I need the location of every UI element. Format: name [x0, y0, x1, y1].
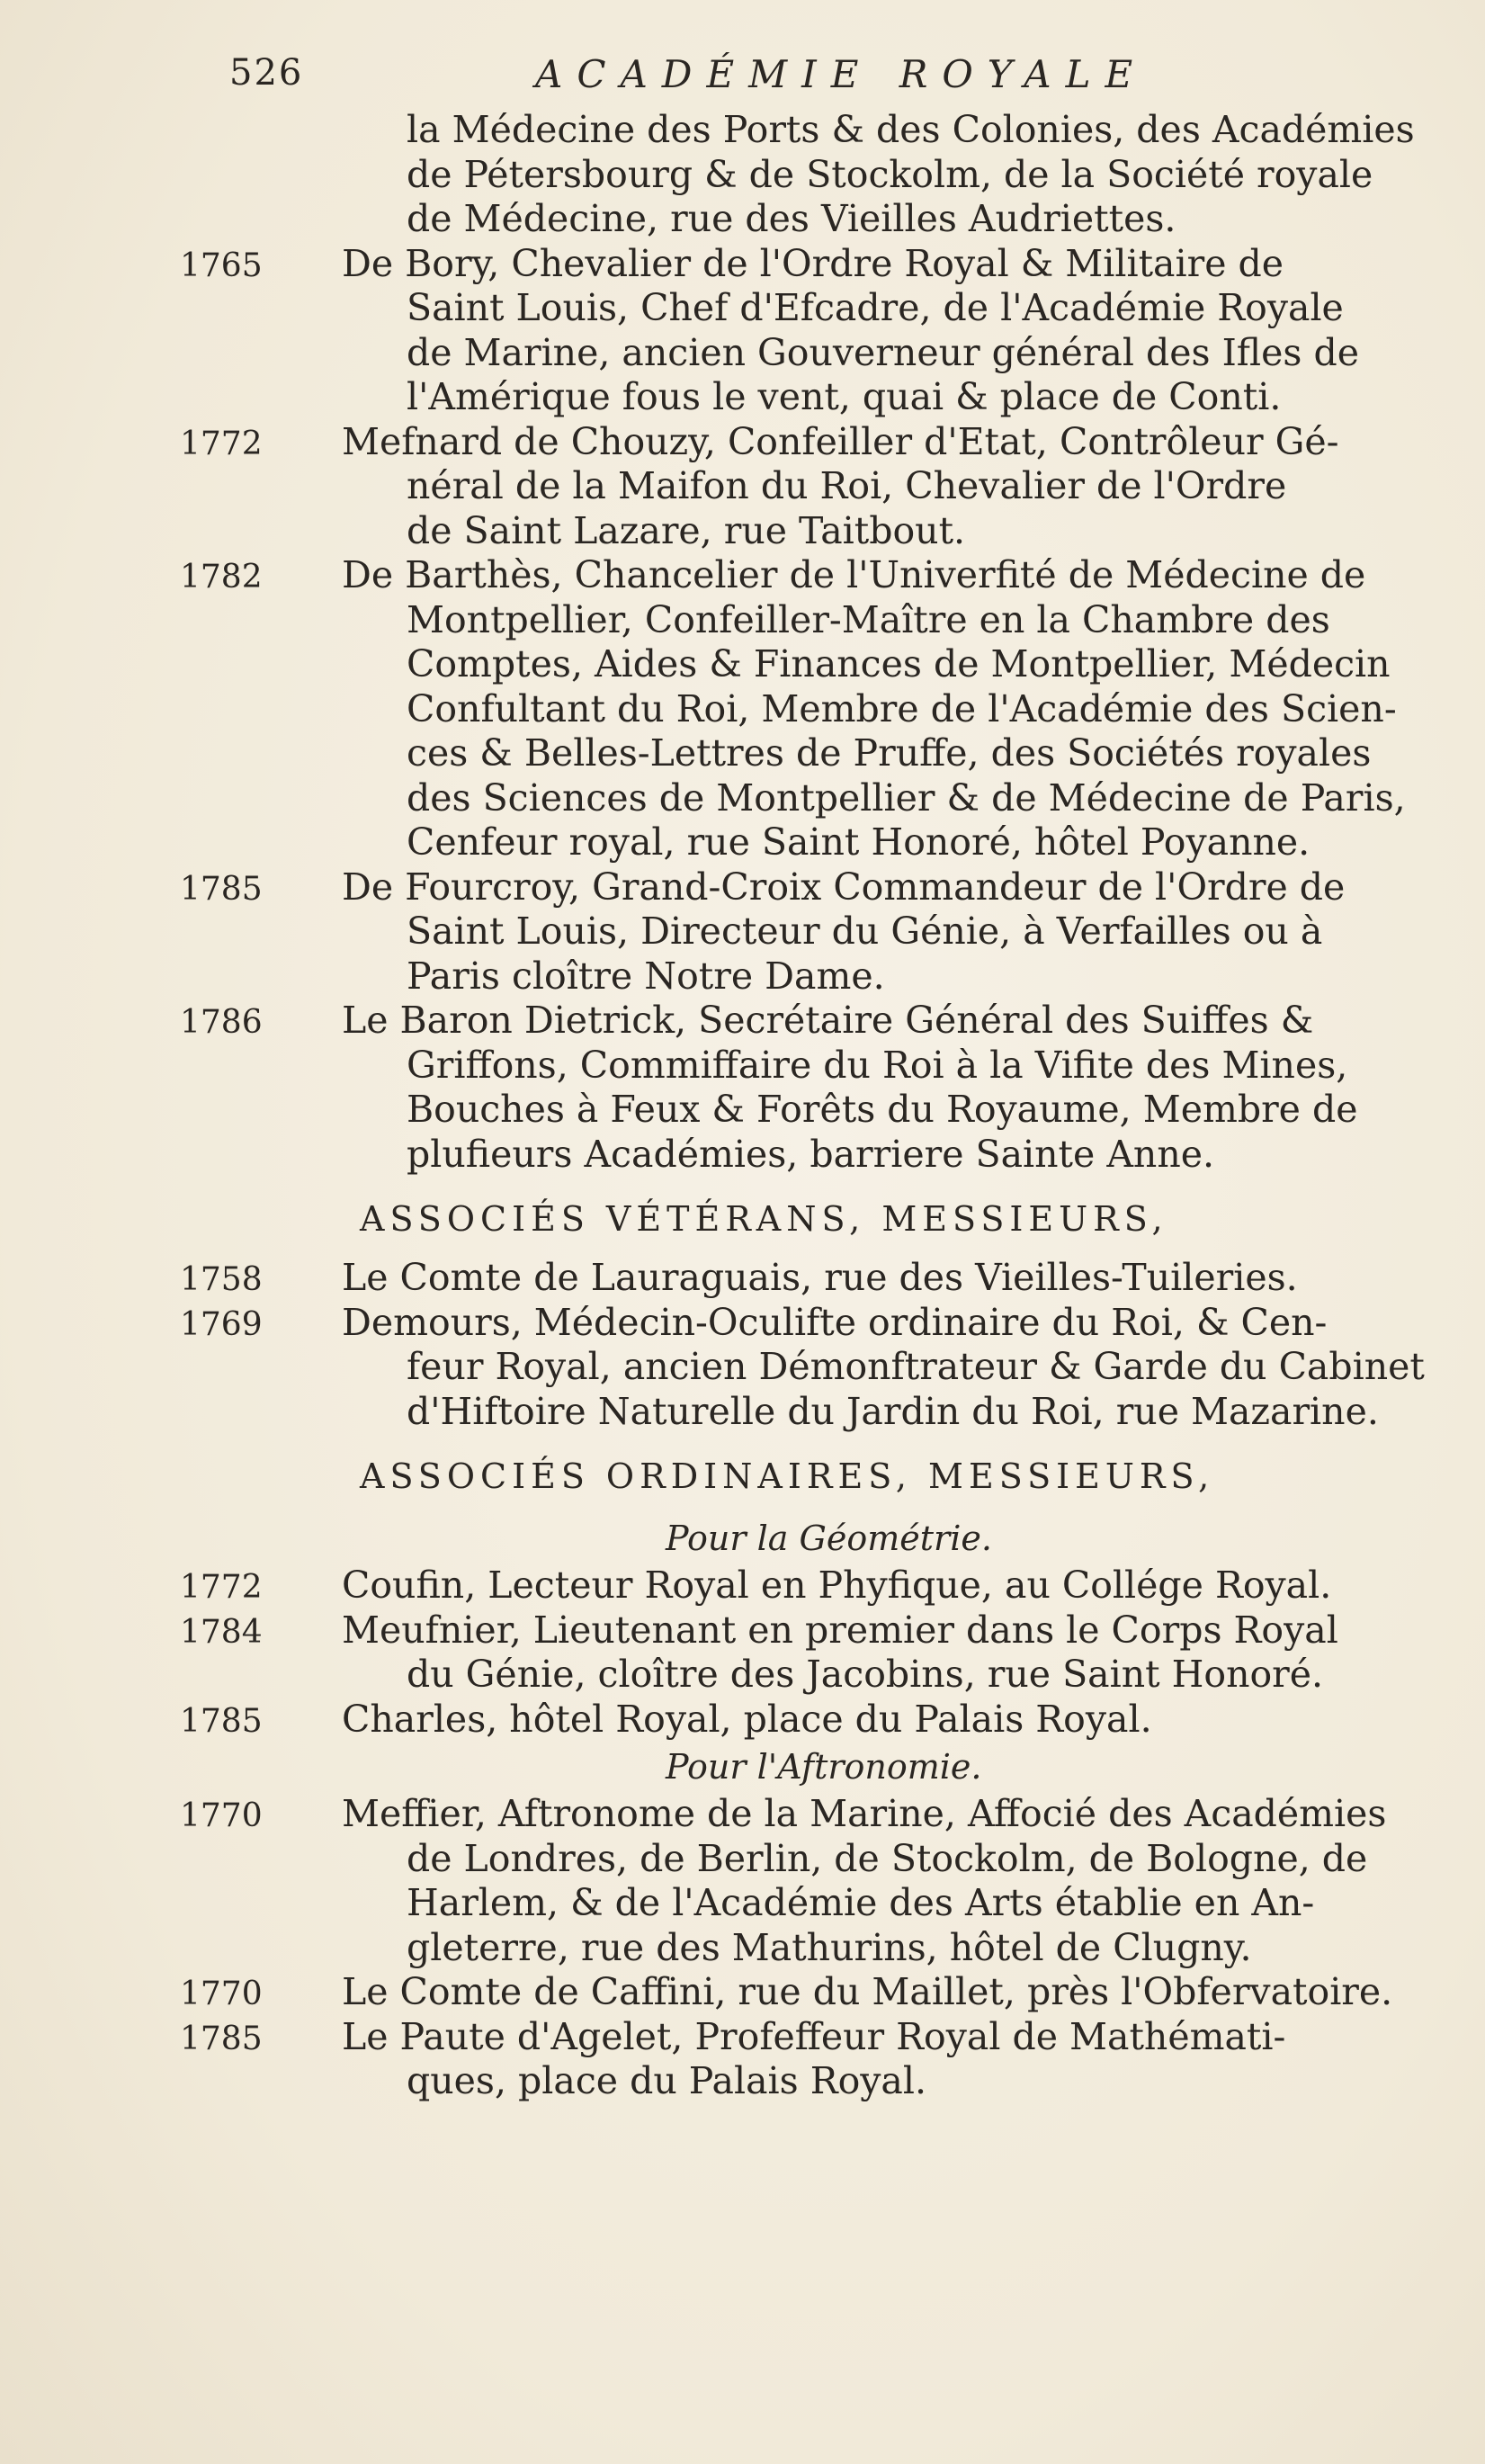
entry-year: 1765	[180, 246, 263, 284]
entry-first-line	[180, 1792, 1484, 1837]
entry-first-line	[180, 553, 1484, 598]
entry-line: néral de la Maifon du Roi, Chevalier de l'Ordre	[407, 464, 1287, 507]
page-header	[229, 52, 1399, 106]
entry-year: 1785	[180, 1702, 263, 1740]
continuation-line: la Médecine des Ports & des Colonies, des Académies	[407, 108, 1415, 151]
entry-text: De Bory, Chevalier de l'Ordre Royal & Militaire de	[342, 241, 1284, 285]
entry-line: d'Hiftoire Naturelle du Jardin du Roi, rue Mazarine.	[407, 1389, 1379, 1433]
entry-text: De Fourcroy, Grand-Croix Commandeur de l'Ordre de	[342, 865, 1346, 909]
entry-line: des Sciences de Montpellier & de Médecine de Paris,	[407, 775, 1406, 820]
entry-text: Coufin, Lecteur Royal en Phyfique, au Collége Royal.	[342, 1564, 1332, 1607]
entry-text: Le Comte de Caffini, rue du Maillet, près l'Obfervatoire.	[342, 1970, 1393, 2013]
subheading-geometrie: Pour la Géométrie.	[666, 1519, 992, 1558]
entry-year: 1772	[180, 425, 263, 462]
entry-first-line	[180, 1970, 1484, 2015]
subheading-astronomie: Pour l'Aftronomie.	[666, 1747, 982, 1787]
continuation-line: de Pétersbourg & de Stockolm, de la Société royale	[407, 152, 1373, 196]
entry-line: l'Amérique fous le vent, quai & place de Conti.	[407, 375, 1282, 418]
entry-year: 1758	[180, 1261, 263, 1298]
entry-line: ces & Belles-Lettres de Pruffe, des Sociétés royales	[407, 731, 1372, 775]
entry-line: Saint Louis, Chef d'Efcadre, de l'Académie Royale	[407, 286, 1344, 329]
entry-first-line	[180, 1301, 1484, 1346]
entry-line: Cenfeur royal, rue Saint Honoré, hôtel Poyanne.	[407, 820, 1311, 864]
entry-line: Griffons, Commiffaire du Roi à la Vifite des Mines,	[407, 1043, 1348, 1087]
entry-line: feur Royal, ancien Démonftrateur & Garde du Cabinet	[407, 1345, 1425, 1388]
continuation-line: de Médecine, rue des Vieilles Audriettes.	[407, 197, 1176, 240]
entry-line: Comptes, Aides & Finances de Montpellier, Médecin	[407, 642, 1391, 685]
entry-year: 1785	[180, 2020, 263, 2057]
entry-first-line	[180, 2015, 1484, 2060]
entry-text: Demours, Médecin-Oculifte ordinaire du Roi, & Cen-	[342, 1300, 1328, 1344]
entry-first-line	[180, 999, 1484, 1044]
entry-year: 1786	[180, 1004, 263, 1041]
entry-year: 1782	[180, 559, 263, 596]
running-title: ACADÉMIE ROYALE	[535, 52, 1148, 96]
entry-text: Mefnard de Chouzy, Confeiller d'Etat, Contrôleur Gé-	[342, 419, 1339, 463]
entry-line: Paris cloître Notre Dame.	[407, 954, 885, 998]
entry-year: 1772	[180, 1569, 263, 1606]
entry-line: de Marine, ancien Gouverneur général des Ifles de	[407, 330, 1359, 374]
entry-first-line	[180, 242, 1484, 287]
page-number: 526	[229, 52, 304, 94]
entry-year: 1770	[180, 1797, 263, 1834]
entry-text: Le Baron Dietrick, Secrétaire Général des Suiffes &	[342, 999, 1314, 1042]
entry-line: Confultant du Roi, Membre de l'Académie des Scien-	[407, 686, 1397, 730]
entry-line: du Génie, cloître des Jacobins, rue Saint Honoré.	[407, 1653, 1324, 1696]
entry-line: de Saint Lazare, rue Taitbout.	[407, 508, 966, 552]
entry-line: plufieurs Académies, barriere Sainte Anne.	[407, 1132, 1215, 1176]
entry-text: Le Paute d'Agelet, Profeffeur Royal de Mathémati-	[342, 2014, 1286, 2058]
entry-year: 1769	[180, 1305, 263, 1343]
entry-first-line	[180, 1564, 1484, 1608]
entry-text: De Barthès, Chancelier de l'Univerfité de Médecine de	[342, 553, 1366, 596]
entry-first-line	[180, 1698, 1484, 1743]
entry-text: Meufnier, Lieutenant en premier dans le Corps Royal	[342, 1608, 1338, 1652]
entry-line: de Londres, de Berlin, de Stockolm, de Bologne, de	[407, 1836, 1368, 1880]
entry-text: Meffier, Aftronome de la Marine, Affocié des Académies	[342, 1792, 1387, 1835]
entry-first-line	[180, 420, 1484, 465]
entry-first-line	[180, 1256, 1484, 1301]
entry-line: Montpellier, Confeiller-Maître en la Chambre des	[407, 597, 1330, 641]
entry-text: Le Comte de Lauraguais, rue des Vieilles-Tuileries.	[342, 1256, 1298, 1299]
entry-line: ques, place du Palais Royal.	[407, 2059, 927, 2102]
entry-line: Harlem, & de l'Académie des Arts établie en An-	[407, 1881, 1315, 1924]
entry-line: gleterre, rue des Mathurins, hôtel de Clugny.	[407, 1925, 1252, 1969]
entry-line: Saint Louis, Directeur du Génie, à Verfailles ou à	[407, 909, 1323, 953]
entry-year: 1770	[180, 1976, 263, 2012]
entry-year: 1785	[180, 870, 263, 908]
section-heading-ordinaires: ASSOCIÉS ORDINAIRES, MESSIEURS,	[360, 1456, 1215, 1496]
entry-text: Charles, hôtel Royal, place du Palais Royal.	[342, 1697, 1152, 1741]
section-heading-veterans: ASSOCIÉS VÉTÉRANS, MESSIEURS,	[360, 1199, 1168, 1239]
entry-line: Bouches à Feux & Forêts du Royaume, Membre de	[407, 1088, 1358, 1131]
page-content	[180, 108, 1484, 2104]
entry-first-line	[180, 865, 1484, 910]
entry-first-line	[180, 1608, 1484, 1653]
entry-year: 1784	[180, 1613, 263, 1651]
